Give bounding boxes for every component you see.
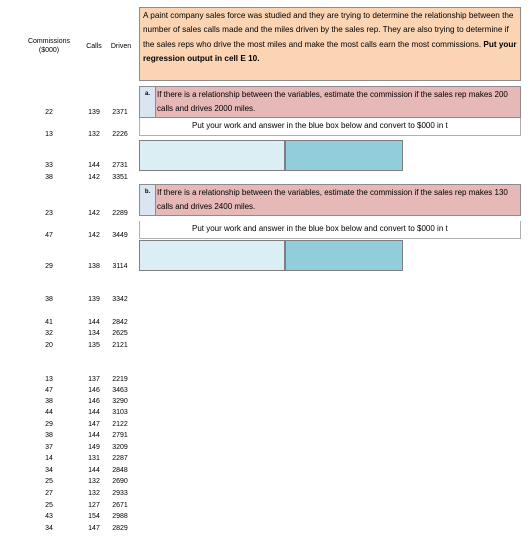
driven-cell[interactable]: 2371 (112, 109, 128, 116)
driven-cell[interactable]: 3351 (112, 174, 128, 181)
question-b-answer-box[interactable] (285, 240, 403, 271)
commission-cell[interactable]: 34 (45, 467, 53, 474)
calls-cell[interactable]: 147 (88, 525, 100, 532)
driven-cell[interactable]: 2671 (112, 502, 128, 509)
driven-cell[interactable]: 2122 (112, 421, 128, 428)
commissions-header-unit: ($000) (38, 47, 60, 54)
commission-cell[interactable]: 37 (45, 444, 53, 451)
question-a-instruction-cell[interactable] (139, 118, 521, 136)
commission-cell[interactable]: 29 (45, 421, 53, 428)
calls-cell[interactable]: 132 (88, 131, 100, 138)
question-b-text: If there is a relationship between the variables, estimate the commission if the sales rep makes 130 calls and drives 2400 miles. (157, 188, 508, 211)
calls-cell[interactable]: 154 (88, 513, 100, 520)
calls-cell[interactable]: 144 (88, 432, 100, 439)
driven-cell[interactable]: 2988 (112, 513, 128, 520)
intro-bold-instruction: Put your regression output in cell E 10. (143, 39, 517, 64)
intro-text-box[interactable] (139, 7, 521, 81)
driven-cell[interactable]: 3290 (112, 398, 128, 405)
driven-cell[interactable]: 2848 (112, 467, 128, 474)
commission-cell[interactable]: 34 (45, 525, 53, 532)
question-a-instruction: Put your work and answer in the blue box below and convert to $000 in t (192, 121, 448, 130)
driven-cell[interactable]: 3103 (112, 409, 128, 416)
calls-cell[interactable]: 135 (88, 342, 100, 349)
driven-cell[interactable]: 3342 (112, 296, 128, 303)
question-a-box[interactable] (139, 86, 521, 118)
calls-cell[interactable]: 132 (88, 478, 100, 485)
commission-cell[interactable]: 38 (45, 174, 53, 181)
calls-header[interactable]: Calls (86, 43, 102, 50)
commission-cell[interactable]: 23 (45, 210, 53, 217)
commission-cell[interactable]: 43 (45, 513, 53, 520)
commission-cell[interactable]: 47 (45, 387, 53, 394)
calls-cell[interactable]: 147 (88, 421, 100, 428)
calls-cell[interactable]: 139 (88, 296, 100, 303)
question-b-instruction: Put your work and answer in the blue box below and convert to $000 in t (192, 224, 448, 233)
calls-cell[interactable]: 132 (88, 490, 100, 497)
calls-cell[interactable]: 127 (88, 502, 100, 509)
question-b-box[interactable] (139, 184, 521, 216)
commission-cell[interactable]: 27 (45, 490, 53, 497)
commission-cell[interactable]: 38 (45, 432, 53, 439)
calls-cell[interactable]: 144 (88, 467, 100, 474)
commissions-header[interactable] (22, 37, 76, 55)
commission-cell[interactable]: 38 (45, 296, 53, 303)
commission-cell[interactable]: 20 (45, 342, 53, 349)
commission-cell[interactable]: 44 (45, 409, 53, 416)
calls-cell[interactable]: 142 (88, 174, 100, 181)
driven-cell[interactable]: 2791 (112, 432, 128, 439)
question-b-tag: b. (140, 185, 156, 215)
calls-cell[interactable]: 131 (88, 455, 100, 462)
calls-cell[interactable]: 142 (88, 232, 100, 239)
commission-cell[interactable]: 13 (45, 131, 53, 138)
calls-cell[interactable]: 138 (88, 263, 100, 270)
calls-cell[interactable]: 146 (88, 387, 100, 394)
driven-cell[interactable]: 3449 (112, 232, 128, 239)
commission-cell[interactable]: 22 (45, 109, 53, 116)
driven-cell[interactable]: 2731 (112, 162, 128, 169)
question-b-instruction-cell[interactable] (139, 221, 521, 239)
driven-cell[interactable]: 3463 (112, 387, 128, 394)
calls-cell[interactable]: 144 (88, 409, 100, 416)
commissions-header-label: Commissions (27, 38, 70, 45)
driven-cell[interactable]: 2842 (112, 319, 128, 326)
commission-cell[interactable]: 41 (45, 319, 53, 326)
driven-cell[interactable]: 2690 (112, 478, 128, 485)
commission-cell[interactable]: 38 (45, 398, 53, 405)
intro-text: A paint company sales force was studied and they are trying to determine the relationship between the number of sales calls made and the miles driven by the sales rep. They are also trying to determine if the sales reps who drive the most miles and make the most calls earn the most commissions. (143, 11, 514, 49)
commission-cell[interactable]: 32 (45, 330, 53, 337)
question-a-work-box[interactable] (139, 140, 285, 171)
commission-cell[interactable]: 13 (45, 376, 53, 383)
calls-cell[interactable]: 149 (88, 444, 100, 451)
question-a-tag: a. (140, 87, 156, 117)
calls-cell[interactable]: 137 (88, 376, 100, 383)
question-a-answer-box[interactable] (285, 140, 403, 171)
commission-cell[interactable]: 47 (45, 232, 53, 239)
calls-cell[interactable]: 139 (88, 109, 100, 116)
driven-cell[interactable]: 2219 (112, 376, 128, 383)
commission-cell[interactable]: 25 (45, 502, 53, 509)
commission-cell[interactable]: 25 (45, 478, 53, 485)
driven-cell[interactable]: 3209 (112, 444, 128, 451)
calls-cell[interactable]: 142 (88, 210, 100, 217)
commission-cell[interactable]: 29 (45, 263, 53, 270)
question-b-work-box[interactable] (139, 240, 285, 271)
question-a-text: If there is a relationship between the variables, estimate the commission if the sales rep makes 200 calls and drives 2000 miles. (157, 90, 508, 113)
calls-cell[interactable]: 144 (88, 319, 100, 326)
driven-cell[interactable]: 2121 (112, 342, 128, 349)
calls-cell[interactable]: 144 (88, 162, 100, 169)
driven-cell[interactable]: 2933 (112, 490, 128, 497)
driven-cell[interactable]: 2625 (112, 330, 128, 337)
driven-header[interactable]: Driven (110, 43, 132, 50)
calls-cell[interactable]: 134 (88, 330, 100, 337)
calls-cell[interactable]: 146 (88, 398, 100, 405)
commission-cell[interactable]: 33 (45, 162, 53, 169)
driven-cell[interactable]: 2226 (112, 131, 128, 138)
driven-cell[interactable]: 3114 (112, 263, 128, 270)
driven-cell[interactable]: 2829 (112, 525, 128, 532)
driven-cell[interactable]: 2287 (112, 455, 128, 462)
commission-cell[interactable]: 14 (45, 455, 53, 462)
driven-cell[interactable]: 2289 (112, 210, 128, 217)
